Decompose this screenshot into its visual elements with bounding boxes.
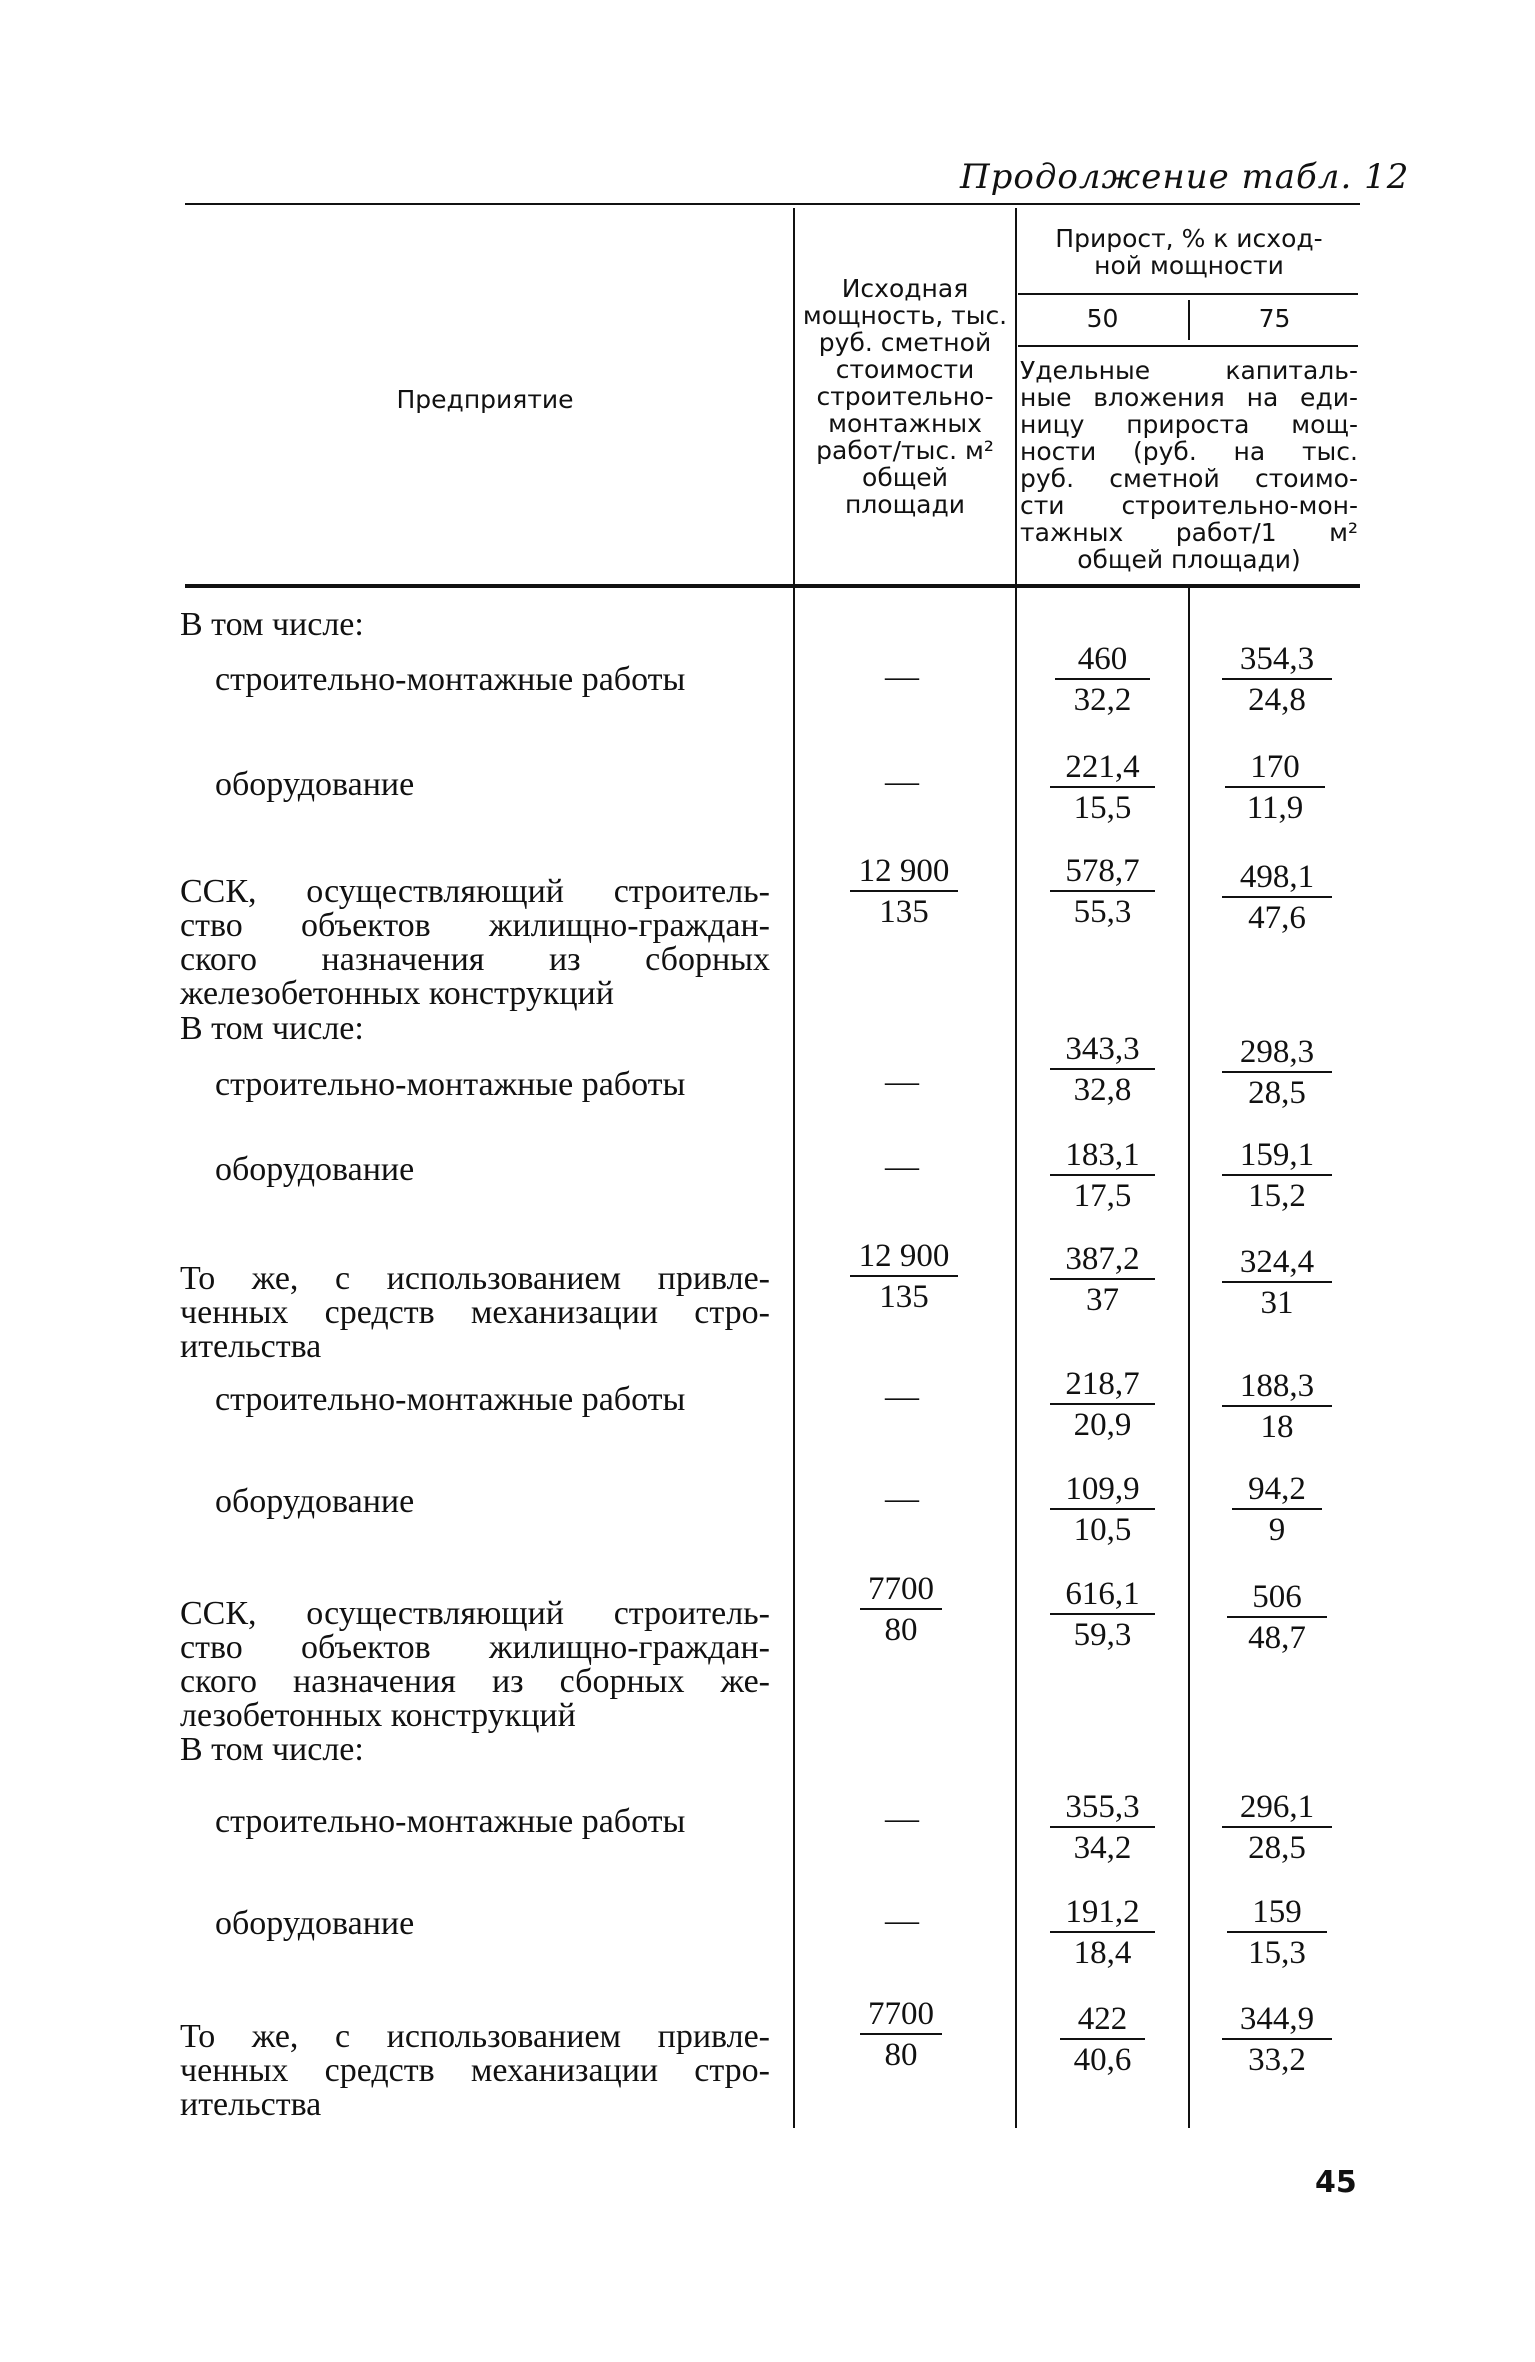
- row-label-smr: строительно-монтажные работы: [215, 1803, 686, 1840]
- row-label-ssk-2: ССК, осуществляющий строитель- ство объектов жилищно-граждан- ского назначения из сборных же- лезобетонных конструкций: [180, 1595, 770, 1734]
- header-growth: Прирост, % к исход- ной мощности: [1055, 224, 1323, 280]
- row-value-75: $\frac{506}{48,7}$: [1227, 1578, 1327, 1658]
- row-value-50: $\frac{387,2}{37}$: [1050, 1240, 1155, 1320]
- row-value-75: $\frac{298,3}{28,5}$: [1222, 1033, 1332, 1113]
- row-cap-dash: —: [885, 763, 919, 800]
- row-cap-value: $\frac{12 900}{135}$: [850, 1237, 958, 1317]
- subheader-rule-1: [1018, 293, 1358, 295]
- row-label-equipment: оборудование: [215, 1151, 415, 1188]
- row-cap-dash: —: [885, 1148, 919, 1185]
- row-value-50: $\frac{422}{40,6}$: [1060, 2000, 1145, 2080]
- row-value-75: $\frac{170}{11,9}$: [1225, 748, 1325, 828]
- row-value-50: $\frac{578,7}{55,3}$: [1050, 852, 1155, 932]
- row-label-equipment: оборудование: [215, 1483, 415, 1520]
- row-value-50: $\frac{460}{32,2}$: [1055, 640, 1150, 720]
- row-label-smr: строительно-монтажные работы: [215, 661, 686, 698]
- row-cap-value: $\frac{12 900}{135}$: [850, 852, 958, 932]
- page-number: 45: [1315, 2165, 1357, 2200]
- row-label-equipment: оборудование: [215, 1905, 415, 1942]
- row-label-equipment: оборудование: [215, 766, 415, 803]
- row-value-50: $\frac{355,3}{34,2}$: [1050, 1788, 1155, 1868]
- row-value-50: $\frac{343,3}{32,8}$: [1050, 1030, 1155, 1110]
- row-value-75: $\frac{296,1}{28,5}$: [1222, 1788, 1332, 1868]
- row-cap-value: $\frac{7700}{80}$: [860, 1995, 942, 2075]
- row-value-75: $\frac{188,3}{18}$: [1222, 1367, 1332, 1447]
- row-value-50: $\frac{109,9}{10,5}$: [1050, 1470, 1155, 1550]
- header-enterprise: Предприятие: [396, 385, 574, 414]
- row-cap-dash: —: [885, 658, 919, 695]
- row-cap-dash: —: [885, 1800, 919, 1837]
- col-divider-2-header: [1015, 208, 1017, 584]
- row-label-incl: В том числе:: [180, 1731, 364, 1768]
- header-top-rule: [185, 203, 1360, 205]
- row-label-same-mech-1: То же, с использованием привле- ченных средств механизации стро- ительства: [180, 1260, 770, 1365]
- row-cap-dash: —: [885, 1902, 919, 1939]
- col-divider-3-header: [1188, 300, 1190, 340]
- header-specific-investment: Удельные капиталь- ные вложения на еди- ницу прироста мощ- ности (руб. на тыс. руб. сметной стоимо- сти строительно-мон- тажных работ/1 м² общей площади): [1020, 356, 1358, 574]
- row-value-75: $\frac{354,3}{24,8}$: [1222, 640, 1332, 720]
- row-value-75: $\frac{159,1}{15,2}$: [1222, 1136, 1332, 1216]
- row-label-incl: В том числе:: [180, 606, 364, 643]
- row-cap-dash: —: [885, 1480, 919, 1517]
- col-divider-1-header: [793, 208, 795, 584]
- row-cap-value: $\frac{7700}{80}$: [860, 1570, 942, 1650]
- row-value-50: $\frac{183,1}{17,5}$: [1050, 1136, 1155, 1216]
- row-label-smr: строительно-монтажные работы: [215, 1381, 686, 1418]
- row-label-same-mech-2: То же, с использованием привле- ченных средств механизации стро- ительства: [180, 2018, 770, 2123]
- row-label-smr: строительно-монтажные работы: [215, 1066, 686, 1103]
- row-label-ssk-1: ССК, осуществляющий строитель- ство объектов жилищно-граждан- ского назначения из сборных железобетонных конструкций: [180, 873, 770, 1012]
- col-divider-1-body: [793, 588, 795, 2128]
- row-value-75: $\frac{344,9}{33,2}$: [1222, 2000, 1332, 2080]
- row-value-75: $\frac{498,1}{47,6}$: [1222, 858, 1332, 938]
- header-col-75: 75: [1258, 304, 1291, 333]
- row-cap-dash: —: [885, 1378, 919, 1415]
- col-divider-3-body: [1188, 588, 1190, 2128]
- subheader-rule-2: [1018, 345, 1358, 347]
- table-caption: Продолжение табл. 12: [960, 157, 1410, 197]
- header-bottom-rule: [185, 584, 1360, 588]
- row-value-50: $\frac{218,7}{20,9}$: [1050, 1365, 1155, 1445]
- row-value-75: $\frac{324,4}{31}$: [1222, 1243, 1332, 1323]
- row-value-75: $\frac{159}{15,3}$: [1227, 1893, 1327, 1973]
- header-capacity: Исходная мощность, тыс. руб. сметной стоимости строительно- монтажных работ/тыс. м² общей площади: [802, 274, 1008, 519]
- row-value-75: $\frac{94,2}{9}$: [1232, 1470, 1322, 1550]
- col-divider-2-body: [1015, 588, 1017, 2128]
- header-col-50: 50: [1086, 304, 1119, 333]
- row-cap-dash: —: [885, 1063, 919, 1100]
- row-value-50: $\frac{221,4}{15,5}$: [1050, 748, 1155, 828]
- row-value-50: $\frac{191,2}{18,4}$: [1050, 1893, 1155, 1973]
- row-value-50: $\frac{616,1}{59,3}$: [1050, 1575, 1155, 1655]
- row-label-incl: В том числе:: [180, 1010, 364, 1047]
